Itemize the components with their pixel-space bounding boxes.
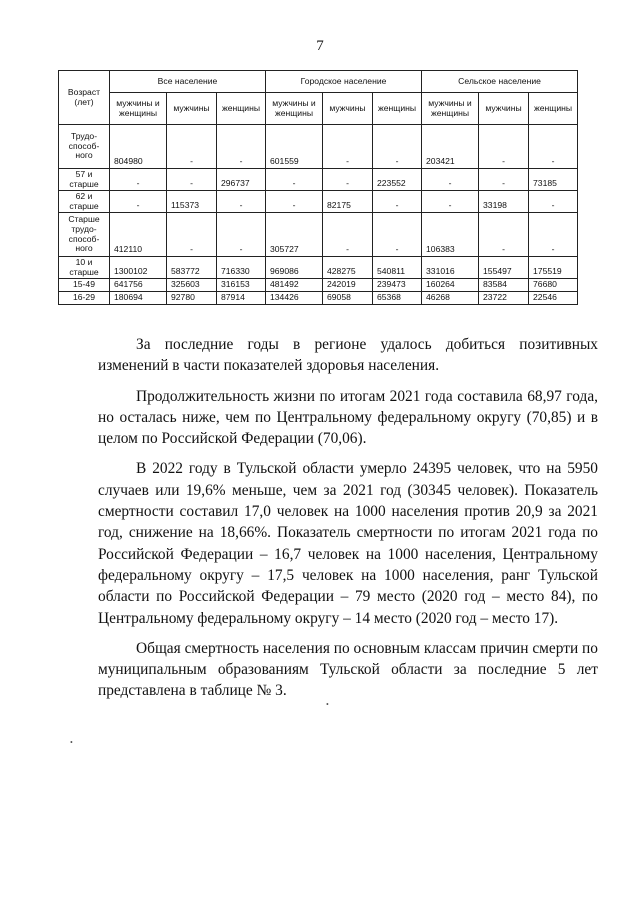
table-cell: 106383 [422, 213, 479, 257]
table-cell: 69058 [323, 292, 373, 305]
table-cell: 969086 [266, 257, 323, 279]
subheader: мужчины [323, 93, 373, 125]
table-row [59, 191, 578, 213]
table-cell: - [217, 191, 266, 213]
table-cell: 175519 [529, 257, 578, 279]
paragraph: Продолжительность жизни по итогам 2021 года составила 68,97 года, но осталась ниже, чем по Центральному федеральному округу (70,85) и в целом по Российской Федерации (70,06). [98, 387, 598, 448]
table-row [59, 292, 578, 305]
table-cell: 115373 [167, 191, 217, 213]
table-row [59, 257, 578, 279]
table-cell: - [217, 125, 266, 169]
table-cell: - [323, 169, 373, 191]
table-cell: 540811 [373, 257, 422, 279]
table-cell: 76680 [529, 279, 578, 292]
table-cell: 325603 [167, 279, 217, 292]
row-label: 10 и старше [59, 257, 110, 279]
table-cell: - [479, 213, 529, 257]
table-cell: 583772 [167, 257, 217, 279]
table-cell: - [110, 169, 167, 191]
population-table [58, 70, 578, 305]
table-cell: - [529, 191, 578, 213]
table-cell: - [266, 169, 323, 191]
group-header-rural: Сельское население [422, 71, 578, 93]
page-number: 7 [316, 38, 324, 54]
row-label: 15-49 [59, 279, 110, 292]
scan-speck: • [326, 700, 329, 709]
paragraph: В 2022 году в Тульской области умерло 24395 человек, что на 5950 случаев или 19,6% меньше, чем за 2021 год (30345 человек). Показатель смертности составил 17,0 человек на 1000 населения против 20,9 за 2021 год, снижение на 18,66%. Показатель смертности по итогам 2021 года по Российской Федерации – 16,7 человек на 1000 населения, Центральному федеральному округу – 17,5 человек на 1000 населения, ранг Тульской области по Российской Федерации – 79 место (2020 год – место 84), по Центральному федеральному округу – 14 место (2020 год – место 17). [98, 460, 598, 627]
subheader: женщины [373, 93, 422, 125]
table-cell: - [373, 213, 422, 257]
table-cell: - [373, 191, 422, 213]
table-cell: 481492 [266, 279, 323, 292]
table-cell: - [266, 191, 323, 213]
table-cell: 601559 [266, 125, 323, 169]
corner-header: Возраст (лет) [59, 71, 110, 125]
subheader: женщины [217, 93, 266, 125]
table-cell: - [167, 125, 217, 169]
table-cell: - [529, 125, 578, 169]
table-cell: 412110 [110, 213, 167, 257]
table-row [59, 279, 578, 292]
body-text [98, 334, 598, 711]
table-cell: 33198 [479, 191, 529, 213]
subheader: мужчины и женщины [266, 93, 323, 125]
table-cell: 92780 [167, 292, 217, 305]
table-cell: 804980 [110, 125, 167, 169]
table-cell: - [110, 191, 167, 213]
subheader: мужчины [479, 93, 529, 125]
table-cell: 641756 [110, 279, 167, 292]
table-cell: - [479, 169, 529, 191]
subheader: женщины [529, 93, 578, 125]
table-cell: - [323, 213, 373, 257]
table-cell: - [167, 213, 217, 257]
table-cell: 23722 [479, 292, 529, 305]
table-cell: - [529, 213, 578, 257]
table-cell: 223552 [373, 169, 422, 191]
table-cell: 428275 [323, 257, 373, 279]
table-row [59, 169, 578, 191]
table-cell: - [373, 125, 422, 169]
row-label: 62 и старше [59, 191, 110, 213]
table-cell: 160264 [422, 279, 479, 292]
table-cell: - [217, 213, 266, 257]
row-label: 57 и старше [59, 169, 110, 191]
table-cell: 1300102 [110, 257, 167, 279]
table-cell: - [323, 125, 373, 169]
table-cell: - [422, 191, 479, 213]
subheader: мужчины [167, 93, 217, 125]
table-cell: 82175 [323, 191, 373, 213]
table-cell: - [167, 169, 217, 191]
table-cell: 331016 [422, 257, 479, 279]
table-row [59, 125, 578, 169]
table-cell: - [422, 169, 479, 191]
subheader: мужчины и женщины [422, 93, 479, 125]
table-cell: 305727 [266, 213, 323, 257]
table-cell: 65368 [373, 292, 422, 305]
table-cell: 155497 [479, 257, 529, 279]
table-cell: 180694 [110, 292, 167, 305]
table-cell: 716330 [217, 257, 266, 279]
table-cell: 316153 [217, 279, 266, 292]
table-cell: 73185 [529, 169, 578, 191]
table-cell: 239473 [373, 279, 422, 292]
scan-speck: • [70, 738, 73, 747]
row-label: Трудо-способ-ного [59, 125, 110, 169]
table-cell: 46268 [422, 292, 479, 305]
table-cell: 87914 [217, 292, 266, 305]
group-header-all: Все население [110, 71, 266, 93]
table-row [59, 213, 578, 257]
paragraph: Общая смертность населения по основным классам причин смерти по муниципальным образованиям Тульской области за последние 5 лет представлена в таблице № 3. [98, 639, 598, 700]
table-cell: 203421 [422, 125, 479, 169]
row-label: Старше трудо-способ-ного [59, 213, 110, 257]
subheader: мужчины и женщины [110, 93, 167, 125]
table-cell: 134426 [266, 292, 323, 305]
row-label: 16-29 [59, 292, 110, 305]
table-cell: 242019 [323, 279, 373, 292]
group-header-urban: Городское население [266, 71, 422, 93]
paragraph: За последние годы в регионе удалось добиться позитивных изменений в части показателей здоровья населения. [98, 336, 598, 375]
table-body [59, 125, 578, 305]
table-cell: 296737 [217, 169, 266, 191]
table-cell: - [479, 125, 529, 169]
table-cell: 22546 [529, 292, 578, 305]
table-cell: 83584 [479, 279, 529, 292]
